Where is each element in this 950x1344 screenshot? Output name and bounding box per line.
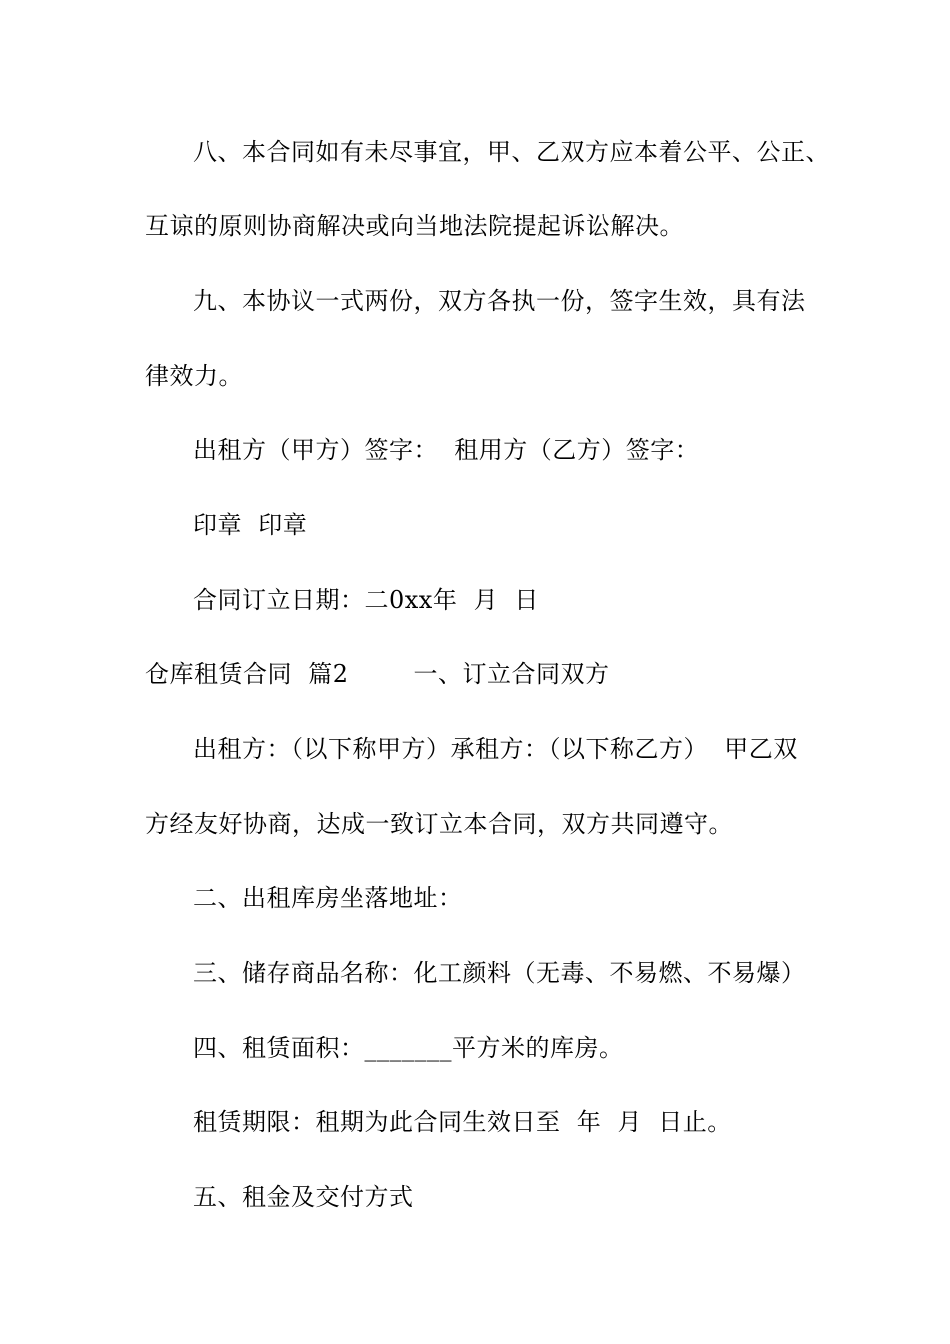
contract-date-line: 合同订立日期：二0xx年 月 日 <box>193 586 539 614</box>
clause-8-line-2: 互谅的原则协商解决或向当地法院提起诉讼解决。 <box>145 212 684 240</box>
signature-line: 出租方（甲方）签字： 租用方（乙方）签字： <box>193 436 700 464</box>
clause-5-rent: 五、租金及交付方式 <box>193 1183 414 1211</box>
clause-3-goods: 三、储存商品名称：化工颜料（无毒、不易燃、不易爆） <box>193 959 806 987</box>
clause-2-address: 二、出租库房坐落地址： <box>193 884 463 912</box>
clause-9-line-2: 律效力。 <box>145 362 243 390</box>
section-heading: 仓库租赁合同 篇2 一、订立合同双方 <box>145 660 610 688</box>
clause-8-line-1: 八、本合同如有未尽事宜，甲、乙双方应本着公平、公正、 <box>193 138 830 166</box>
clause-4-area: 四、租赁面积：_______平方米的库房。 <box>193 1034 624 1062</box>
seal-line: 印章 印章 <box>193 511 308 539</box>
lease-term-line: 租赁期限：租期为此合同生效日至 年 月 日止。 <box>193 1108 732 1136</box>
parties-line-1: 出租方：（以下称甲方）承租方：（以下称乙方） 甲乙双 <box>193 735 798 763</box>
parties-line-2: 方经友好协商，达成一致订立本合同，双方共同遵守。 <box>145 810 733 838</box>
clause-9-line-1: 九、本协议一式两份，双方各执一份，签字生效，具有法 <box>193 287 806 315</box>
